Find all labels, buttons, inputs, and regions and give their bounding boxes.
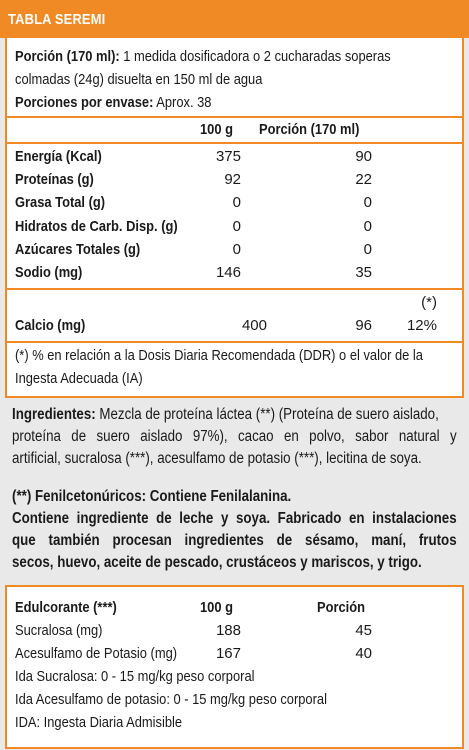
warning-line-2: Contiene ingrediente de leche y soya. Fabricado en instalaciones [12,510,457,527]
row-energy-name: Energía (Kcal) [15,148,102,165]
per-container-value: Aprox. 38 [156,94,212,111]
divider [7,142,462,144]
row-sugars-portion: 0 [363,241,372,258]
ida-line-3: IDA: Ingesta Diaria Admisible [15,714,183,731]
warning-line-4: secos, huevo, aceite de pescado, crustáceos y mariscos, y trigo. [12,554,422,571]
table-title: TABLA SEREMI [8,11,106,28]
row-protein-name: Proteínas (g) [15,171,94,188]
row-sugars-100g: 0 [232,241,241,258]
portion-text-2: colmadas (24g) disuelta en 150 ml de agua [15,71,263,88]
ida-line-1: Ida Sucralosa: 0 - 15 mg/kg peso corporal [15,668,255,685]
divider [7,116,462,118]
row-carbs-name: Hidratos de Carb. Disp. (g) [15,218,178,235]
ingredients-line-1: Ingredientes: Mezcla de proteína láctea (**) (Proteína de suero aislado, [12,406,439,423]
sweetener-table [5,585,464,749]
sweetener-row-name: Acesulfamo de Potasio (mg) [15,645,178,662]
row-calcium-portion: 96 [355,317,372,334]
divider [7,341,462,343]
divider [7,288,462,290]
sweetener-col-portion: Porción [317,599,366,616]
ida-line-2: Ida Acesulfamo de potasio: 0 - 15 mg/kg peso corporal [15,691,327,708]
allergen-warnings [12,486,457,574]
sweetener-row-portion: 40 [355,645,372,662]
ingredients-line-3: artificial, sucralosa (***), acesulfamo de potasio (***), lecitina de soya. [12,450,422,467]
table-header [0,0,469,38]
serving-line-1 [15,48,452,66]
row-carbs-portion: 0 [363,218,372,235]
sweetener-row-100g: 188 [215,622,241,639]
row-fat-name: Grasa Total (g) [15,194,106,211]
footnote-line-2: Ingesta Adecuada (IA) [15,370,143,387]
row-energy-portion: 90 [355,148,372,165]
row-fat-portion: 0 [363,194,372,211]
ingredients-block [12,404,457,470]
sweetener-row-name: Sucralosa (mg) [15,622,103,639]
ingredients-line-2: proteína de suero aislado 97%), cacao en polvo, sabor natural y [12,428,457,445]
ingredients-label: Ingredientes: [12,406,96,423]
row-calcium-name: Calcio (mg) [15,317,86,334]
row-sodium-name: Sodio (mg) [15,264,83,281]
row-carbs-100g: 0 [232,218,241,235]
footnote-line-1: (*) % en relación a la Dosis Diaria Recomendada (DDR) o el valor de la [15,347,423,364]
per-container-label: Porciones por envase: [15,94,154,111]
col-header-100g: 100 g [200,121,233,138]
portion-label: Porción (170 ml): [15,48,120,65]
sweetener-header-label: Edulcorante (***) [15,599,117,616]
warning-line-1: (**) Fenilcetonúricos: Contiene Fenilalanina. [12,488,292,505]
row-sodium-100g: 146 [215,264,241,281]
warning-line-3: que también procesan ingredientes de sésamo, maní, frutos [12,532,457,549]
ddr-mark: (*) [421,294,437,311]
row-sodium-portion: 35 [355,264,372,281]
row-calcium-100g: 400 [241,317,267,334]
row-fat-100g: 0 [232,194,241,211]
row-sugars-name: Azúcares Totales (g) [15,241,141,258]
row-calcium-ddr: 12% [406,317,437,334]
sweetener-col-100g: 100 g [200,599,233,616]
nutrition-table [5,38,464,398]
row-energy-100g: 375 [215,148,241,165]
portion-text-1: 1 medida dosificadora o 2 cucharadas soperas [123,48,391,65]
serving-line-2 [15,71,303,89]
sweetener-row-portion: 45 [355,622,372,639]
row-protein-portion: 22 [355,171,372,188]
row-protein-100g: 92 [224,171,241,188]
servings-per-container [15,94,243,112]
sweetener-row-100g: 167 [215,645,241,662]
col-header-portion: Porción (170 ml) [259,121,360,138]
